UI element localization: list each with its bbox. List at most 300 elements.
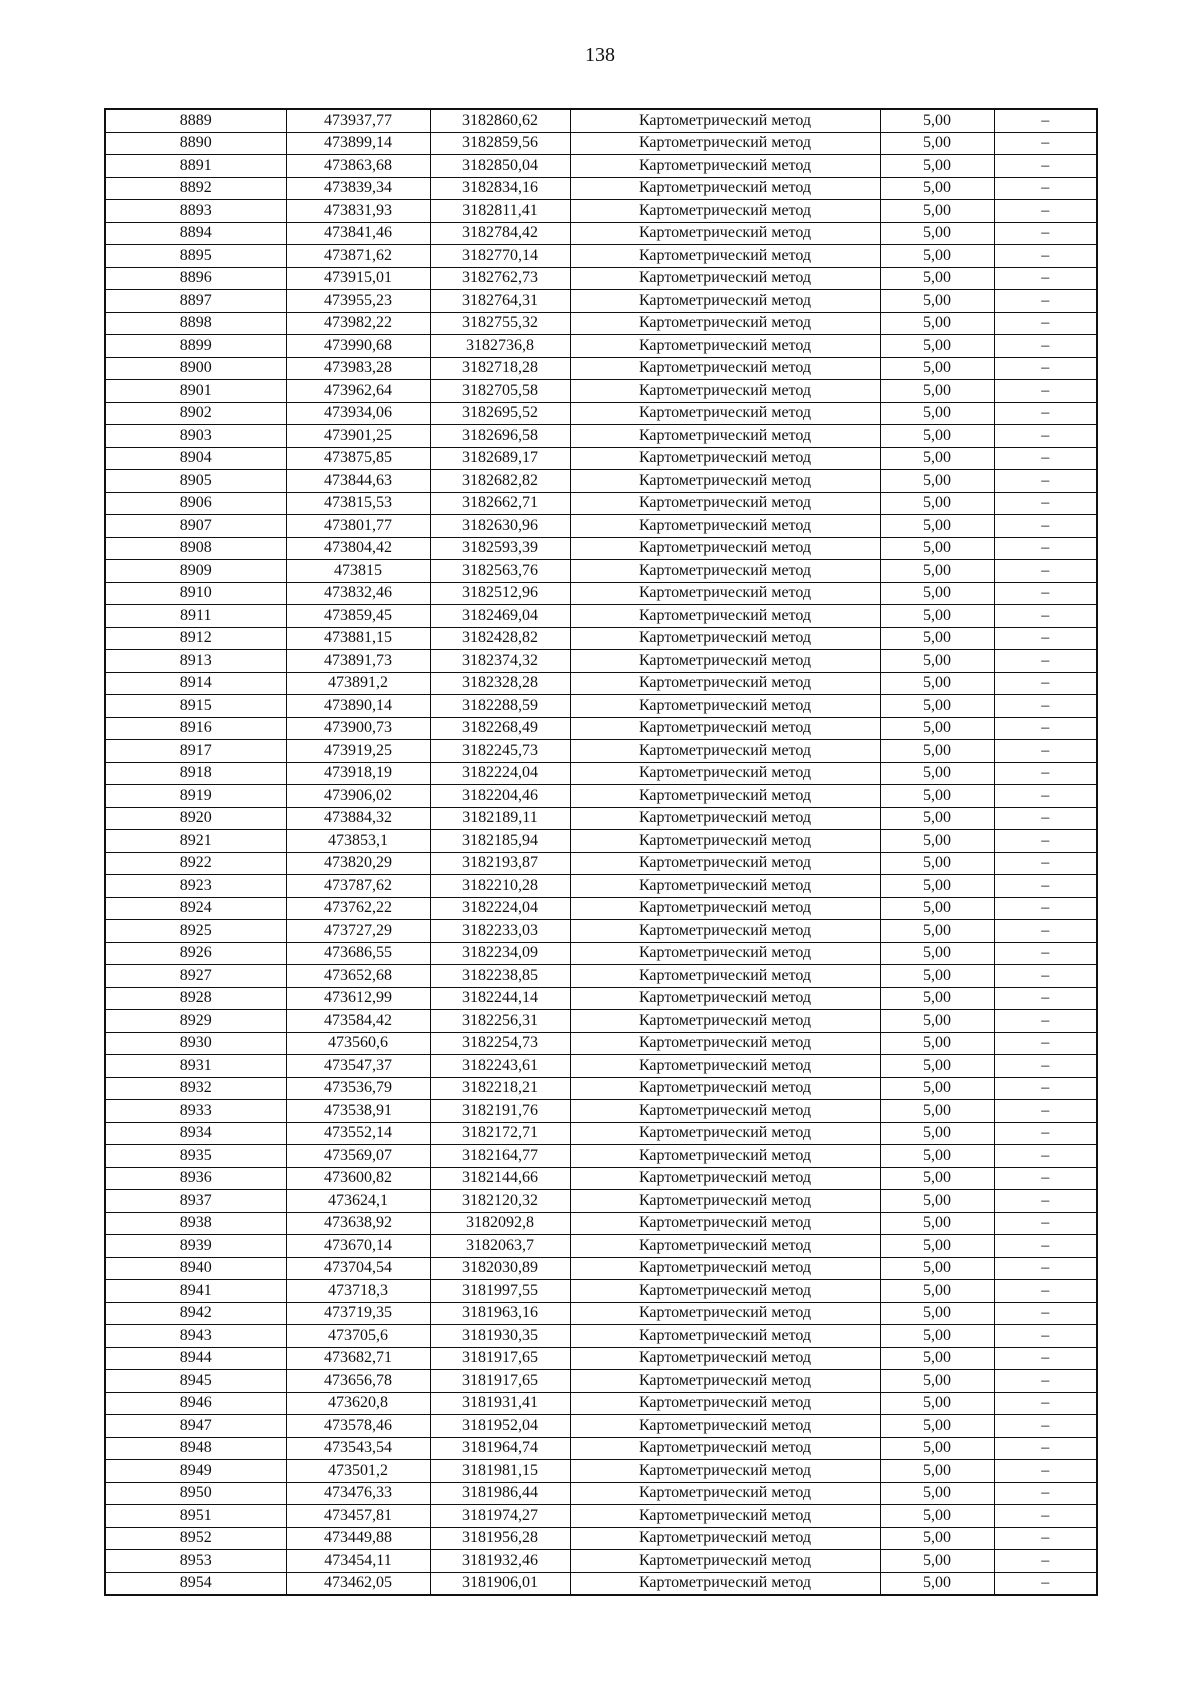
note-cell: – — [994, 762, 1097, 785]
y-coordinate-cell: 3182593,39 — [430, 537, 570, 560]
accuracy-cell: 5,00 — [880, 627, 994, 650]
note-cell: – — [994, 425, 1097, 448]
accuracy-cell: 5,00 — [880, 785, 994, 808]
point-number-cell: 8941 — [105, 1280, 286, 1303]
note-cell: – — [994, 1550, 1097, 1573]
note-cell: – — [994, 1212, 1097, 1235]
note-cell: – — [994, 965, 1097, 988]
method-cell: Картометрический метод — [570, 650, 880, 673]
x-coordinate-cell: 473718,3 — [286, 1280, 430, 1303]
x-coordinate-cell: 473831,93 — [286, 200, 430, 223]
point-number-cell: 8927 — [105, 965, 286, 988]
table-row — [105, 1437, 1097, 1460]
x-coordinate-cell: 473815,53 — [286, 492, 430, 515]
page-number: 138 — [585, 44, 615, 66]
y-coordinate-cell: 3181930,35 — [430, 1325, 570, 1348]
method-cell: Картометрический метод — [570, 1077, 880, 1100]
point-number-cell: 8907 — [105, 515, 286, 538]
accuracy-cell: 5,00 — [880, 965, 994, 988]
table-row — [105, 492, 1097, 515]
accuracy-cell: 5,00 — [880, 1392, 994, 1415]
x-coordinate-cell: 473584,42 — [286, 1010, 430, 1033]
accuracy-cell: 5,00 — [880, 109, 994, 132]
point-number-cell: 8923 — [105, 875, 286, 898]
x-coordinate-cell: 473906,02 — [286, 785, 430, 808]
note-cell: – — [994, 1437, 1097, 1460]
accuracy-cell: 5,00 — [880, 402, 994, 425]
y-coordinate-cell: 3181952,04 — [430, 1415, 570, 1438]
point-number-cell: 8919 — [105, 785, 286, 808]
method-cell: Картометрический метод — [570, 920, 880, 943]
method-cell: Картометрический метод — [570, 1392, 880, 1415]
x-coordinate-cell: 473915,01 — [286, 267, 430, 290]
y-coordinate-cell: 3182234,09 — [430, 942, 570, 965]
point-number-cell: 8954 — [105, 1572, 286, 1595]
x-coordinate-cell: 473955,23 — [286, 290, 430, 313]
table-row — [105, 582, 1097, 605]
accuracy-cell: 5,00 — [880, 1460, 994, 1483]
method-cell: Картометрический метод — [570, 1370, 880, 1393]
point-number-cell: 8952 — [105, 1527, 286, 1550]
y-coordinate-cell: 3182238,85 — [430, 965, 570, 988]
x-coordinate-cell: 473787,62 — [286, 875, 430, 898]
y-coordinate-cell: 3182189,11 — [430, 807, 570, 830]
accuracy-cell: 5,00 — [880, 852, 994, 875]
accuracy-cell: 5,00 — [880, 1415, 994, 1438]
x-coordinate-cell: 473919,25 — [286, 740, 430, 763]
note-cell: – — [994, 1235, 1097, 1258]
y-coordinate-cell: 3181981,15 — [430, 1460, 570, 1483]
accuracy-cell: 5,00 — [880, 1572, 994, 1595]
point-number-cell: 8940 — [105, 1257, 286, 1280]
point-number-cell: 8920 — [105, 807, 286, 830]
table-row — [105, 672, 1097, 695]
point-number-cell: 8905 — [105, 470, 286, 493]
y-coordinate-cell: 3182185,94 — [430, 830, 570, 853]
y-coordinate-cell: 3182218,21 — [430, 1077, 570, 1100]
method-cell: Картометрический метод — [570, 1145, 880, 1168]
y-coordinate-cell: 3182224,04 — [430, 897, 570, 920]
x-coordinate-cell: 473560,6 — [286, 1032, 430, 1055]
table-row — [105, 1550, 1097, 1573]
accuracy-cell: 5,00 — [880, 582, 994, 605]
y-coordinate-cell: 3182762,73 — [430, 267, 570, 290]
accuracy-cell: 5,00 — [880, 1077, 994, 1100]
point-number-cell: 8900 — [105, 357, 286, 380]
table-row — [105, 1302, 1097, 1325]
x-coordinate-cell: 473543,54 — [286, 1437, 430, 1460]
note-cell: – — [994, 1460, 1097, 1483]
method-cell: Картометрический метод — [570, 1100, 880, 1123]
y-coordinate-cell: 3182859,56 — [430, 132, 570, 155]
table-row — [105, 1145, 1097, 1168]
table-row — [105, 1100, 1097, 1123]
y-coordinate-cell: 3182563,76 — [430, 560, 570, 583]
x-coordinate-cell: 473705,6 — [286, 1325, 430, 1348]
method-cell: Картометрический метод — [570, 1212, 880, 1235]
table-row — [105, 605, 1097, 628]
y-coordinate-cell: 3182144,66 — [430, 1167, 570, 1190]
x-coordinate-cell: 473620,8 — [286, 1392, 430, 1415]
method-cell: Картометрический метод — [570, 1437, 880, 1460]
table-row — [105, 335, 1097, 358]
method-cell: Картометрический метод — [570, 942, 880, 965]
x-coordinate-cell: 473501,2 — [286, 1460, 430, 1483]
method-cell: Картометрический метод — [570, 875, 880, 898]
method-cell: Картометрический метод — [570, 1347, 880, 1370]
table-row — [105, 447, 1097, 470]
method-cell: Картометрический метод — [570, 312, 880, 335]
table-row — [105, 470, 1097, 493]
note-cell: – — [994, 1167, 1097, 1190]
accuracy-cell: 5,00 — [880, 357, 994, 380]
method-cell: Картометрический метод — [570, 1032, 880, 1055]
x-coordinate-cell: 473962,64 — [286, 380, 430, 403]
accuracy-cell: 5,00 — [880, 1212, 994, 1235]
point-number-cell: 8902 — [105, 402, 286, 425]
accuracy-cell: 5,00 — [880, 695, 994, 718]
note-cell: – — [994, 1077, 1097, 1100]
table-row — [105, 402, 1097, 425]
table-row — [105, 897, 1097, 920]
note-cell: – — [994, 447, 1097, 470]
y-coordinate-cell: 3182244,14 — [430, 987, 570, 1010]
x-coordinate-cell: 473815 — [286, 560, 430, 583]
point-number-cell: 8926 — [105, 942, 286, 965]
y-coordinate-cell: 3182850,04 — [430, 155, 570, 178]
y-coordinate-cell: 3182191,76 — [430, 1100, 570, 1123]
y-coordinate-cell: 3182755,32 — [430, 312, 570, 335]
note-cell: – — [994, 672, 1097, 695]
method-cell: Картометрический метод — [570, 560, 880, 583]
y-coordinate-cell: 3182469,04 — [430, 605, 570, 628]
accuracy-cell: 5,00 — [880, 1505, 994, 1528]
point-number-cell: 8915 — [105, 695, 286, 718]
x-coordinate-cell: 473719,35 — [286, 1302, 430, 1325]
y-coordinate-cell: 3181963,16 — [430, 1302, 570, 1325]
point-number-cell: 8939 — [105, 1235, 286, 1258]
point-number-cell: 8932 — [105, 1077, 286, 1100]
point-number-cell: 8930 — [105, 1032, 286, 1055]
table-row — [105, 1122, 1097, 1145]
method-cell: Картометрический метод — [570, 357, 880, 380]
note-cell: – — [994, 1302, 1097, 1325]
note-cell: – — [994, 1482, 1097, 1505]
method-cell: Картометрический метод — [570, 807, 880, 830]
y-coordinate-cell: 3182834,16 — [430, 177, 570, 200]
table-row — [105, 1055, 1097, 1078]
accuracy-cell: 5,00 — [880, 1235, 994, 1258]
x-coordinate-cell: 473990,68 — [286, 335, 430, 358]
note-cell: – — [994, 492, 1097, 515]
point-number-cell: 8921 — [105, 830, 286, 853]
x-coordinate-cell: 473844,63 — [286, 470, 430, 493]
table-row — [105, 380, 1097, 403]
note-cell: – — [994, 1100, 1097, 1123]
x-coordinate-cell: 473853,1 — [286, 830, 430, 853]
y-coordinate-cell: 3182736,8 — [430, 335, 570, 358]
accuracy-cell: 5,00 — [880, 605, 994, 628]
x-coordinate-cell: 473982,22 — [286, 312, 430, 335]
point-number-cell: 8933 — [105, 1100, 286, 1123]
table-row — [105, 1505, 1097, 1528]
note-cell: – — [994, 1572, 1097, 1595]
note-cell: – — [994, 830, 1097, 853]
accuracy-cell: 5,00 — [880, 942, 994, 965]
note-cell: – — [994, 1347, 1097, 1370]
table-row — [105, 830, 1097, 853]
note-cell: – — [994, 155, 1097, 178]
accuracy-cell: 5,00 — [880, 537, 994, 560]
method-cell: Картометрический метод — [570, 537, 880, 560]
accuracy-cell: 5,00 — [880, 762, 994, 785]
table-row — [105, 537, 1097, 560]
table-row — [105, 762, 1097, 785]
method-cell: Картометрический метод — [570, 1325, 880, 1348]
coordinates-table — [104, 108, 1098, 1596]
table-row — [105, 1415, 1097, 1438]
table-row — [105, 650, 1097, 673]
y-coordinate-cell: 3182696,58 — [430, 425, 570, 448]
table-row — [105, 109, 1097, 132]
table-row — [105, 695, 1097, 718]
note-cell: – — [994, 627, 1097, 650]
note-cell: – — [994, 852, 1097, 875]
point-number-cell: 8896 — [105, 267, 286, 290]
method-cell: Картометрический метод — [570, 672, 880, 695]
note-cell: – — [994, 1415, 1097, 1438]
table-row — [105, 1167, 1097, 1190]
table-row — [105, 222, 1097, 245]
point-number-cell: 8906 — [105, 492, 286, 515]
method-cell: Картометрический метод — [570, 1550, 880, 1573]
x-coordinate-cell: 473900,73 — [286, 717, 430, 740]
method-cell: Картометрический метод — [570, 965, 880, 988]
method-cell: Картометрический метод — [570, 1302, 880, 1325]
y-coordinate-cell: 3181906,01 — [430, 1572, 570, 1595]
x-coordinate-cell: 473569,07 — [286, 1145, 430, 1168]
x-coordinate-cell: 473901,25 — [286, 425, 430, 448]
point-number-cell: 8897 — [105, 290, 286, 313]
table-row — [105, 987, 1097, 1010]
method-cell: Картометрический метод — [570, 582, 880, 605]
point-number-cell: 8894 — [105, 222, 286, 245]
x-coordinate-cell: 473918,19 — [286, 762, 430, 785]
accuracy-cell: 5,00 — [880, 717, 994, 740]
x-coordinate-cell: 473871,62 — [286, 245, 430, 268]
x-coordinate-cell: 473863,68 — [286, 155, 430, 178]
y-coordinate-cell: 3182428,82 — [430, 627, 570, 650]
x-coordinate-cell: 473804,42 — [286, 537, 430, 560]
y-coordinate-cell: 3182512,96 — [430, 582, 570, 605]
table-row — [105, 807, 1097, 830]
note-cell: – — [994, 1325, 1097, 1348]
y-coordinate-cell: 3181956,28 — [430, 1527, 570, 1550]
x-coordinate-cell: 473884,32 — [286, 807, 430, 830]
x-coordinate-cell: 473600,82 — [286, 1167, 430, 1190]
x-coordinate-cell: 473670,14 — [286, 1235, 430, 1258]
accuracy-cell: 5,00 — [880, 425, 994, 448]
method-cell: Картометрический метод — [570, 830, 880, 853]
point-number-cell: 8893 — [105, 200, 286, 223]
y-coordinate-cell: 3182172,71 — [430, 1122, 570, 1145]
point-number-cell: 8903 — [105, 425, 286, 448]
accuracy-cell: 5,00 — [880, 1257, 994, 1280]
coordinates-table-body — [105, 109, 1097, 1595]
accuracy-cell: 5,00 — [880, 177, 994, 200]
y-coordinate-cell: 3182374,32 — [430, 650, 570, 673]
table-row — [105, 1032, 1097, 1055]
y-coordinate-cell: 3182254,73 — [430, 1032, 570, 1055]
y-coordinate-cell: 3182682,82 — [430, 470, 570, 493]
point-number-cell: 8928 — [105, 987, 286, 1010]
note-cell: – — [994, 582, 1097, 605]
y-coordinate-cell: 3182718,28 — [430, 357, 570, 380]
table-row — [105, 200, 1097, 223]
x-coordinate-cell: 473686,55 — [286, 942, 430, 965]
y-coordinate-cell: 3181974,27 — [430, 1505, 570, 1528]
y-coordinate-cell: 3181964,74 — [430, 1437, 570, 1460]
note-cell: – — [994, 942, 1097, 965]
y-coordinate-cell: 3182030,89 — [430, 1257, 570, 1280]
x-coordinate-cell: 473820,29 — [286, 852, 430, 875]
table-row — [105, 1347, 1097, 1370]
table-row — [105, 1280, 1097, 1303]
table-row — [105, 267, 1097, 290]
table-row — [105, 1460, 1097, 1483]
x-coordinate-cell: 473538,91 — [286, 1100, 430, 1123]
method-cell: Картометрический метод — [570, 447, 880, 470]
method-cell: Картометрический метод — [570, 515, 880, 538]
x-coordinate-cell: 473652,68 — [286, 965, 430, 988]
note-cell: – — [994, 1505, 1097, 1528]
note-cell: – — [994, 132, 1097, 155]
point-number-cell: 8898 — [105, 312, 286, 335]
y-coordinate-cell: 3182860,62 — [430, 109, 570, 132]
y-coordinate-cell: 3182288,59 — [430, 695, 570, 718]
method-cell: Картометрический метод — [570, 267, 880, 290]
accuracy-cell: 5,00 — [880, 560, 994, 583]
y-coordinate-cell: 3182063,7 — [430, 1235, 570, 1258]
point-number-cell: 8910 — [105, 582, 286, 605]
accuracy-cell: 5,00 — [880, 155, 994, 178]
table-row — [105, 560, 1097, 583]
y-coordinate-cell: 3182164,77 — [430, 1145, 570, 1168]
table-row — [105, 515, 1097, 538]
note-cell: – — [994, 290, 1097, 313]
point-number-cell: 8949 — [105, 1460, 286, 1483]
x-coordinate-cell: 473983,28 — [286, 357, 430, 380]
note-cell: – — [994, 1190, 1097, 1213]
method-cell: Картометрический метод — [570, 1280, 880, 1303]
method-cell: Картометрический метод — [570, 717, 880, 740]
y-coordinate-cell: 3182705,58 — [430, 380, 570, 403]
table-row — [105, 875, 1097, 898]
y-coordinate-cell: 3181917,65 — [430, 1347, 570, 1370]
y-coordinate-cell: 3182224,04 — [430, 762, 570, 785]
method-cell: Картометрический метод — [570, 109, 880, 132]
table-row — [105, 312, 1097, 335]
y-coordinate-cell: 3182204,46 — [430, 785, 570, 808]
note-cell: – — [994, 1122, 1097, 1145]
point-number-cell: 8895 — [105, 245, 286, 268]
method-cell: Картометрический метод — [570, 380, 880, 403]
table-row — [105, 1077, 1097, 1100]
method-cell: Картометрический метод — [570, 245, 880, 268]
table-row — [105, 717, 1097, 740]
accuracy-cell: 5,00 — [880, 897, 994, 920]
table-row — [105, 1257, 1097, 1280]
note-cell: – — [994, 380, 1097, 403]
accuracy-cell: 5,00 — [880, 672, 994, 695]
point-number-cell: 8917 — [105, 740, 286, 763]
accuracy-cell: 5,00 — [880, 245, 994, 268]
point-number-cell: 8918 — [105, 762, 286, 785]
point-number-cell: 8953 — [105, 1550, 286, 1573]
accuracy-cell: 5,00 — [880, 1032, 994, 1055]
method-cell: Картометрический метод — [570, 605, 880, 628]
method-cell: Картометрический метод — [570, 155, 880, 178]
y-coordinate-cell: 3182328,28 — [430, 672, 570, 695]
table-row — [105, 627, 1097, 650]
method-cell: Картометрический метод — [570, 695, 880, 718]
x-coordinate-cell: 473890,14 — [286, 695, 430, 718]
table-row — [105, 177, 1097, 200]
note-cell: – — [994, 537, 1097, 560]
table-row — [105, 920, 1097, 943]
accuracy-cell: 5,00 — [880, 987, 994, 1010]
accuracy-cell: 5,00 — [880, 1190, 994, 1213]
x-coordinate-cell: 473891,73 — [286, 650, 430, 673]
note-cell: – — [994, 650, 1097, 673]
point-number-cell: 8891 — [105, 155, 286, 178]
note-cell: – — [994, 109, 1097, 132]
method-cell: Картометрический метод — [570, 897, 880, 920]
x-coordinate-cell: 473727,29 — [286, 920, 430, 943]
point-number-cell: 8938 — [105, 1212, 286, 1235]
table-row — [105, 965, 1097, 988]
note-cell: – — [994, 1280, 1097, 1303]
y-coordinate-cell: 3181986,44 — [430, 1482, 570, 1505]
point-number-cell: 8937 — [105, 1190, 286, 1213]
note-cell: – — [994, 200, 1097, 223]
method-cell: Картометрический метод — [570, 132, 880, 155]
note-cell: – — [994, 1145, 1097, 1168]
accuracy-cell: 5,00 — [880, 1145, 994, 1168]
accuracy-cell: 5,00 — [880, 132, 994, 155]
table-row — [105, 942, 1097, 965]
table-row — [105, 785, 1097, 808]
point-number-cell: 8936 — [105, 1167, 286, 1190]
method-cell: Картометрический метод — [570, 222, 880, 245]
x-coordinate-cell: 473624,1 — [286, 1190, 430, 1213]
note-cell: – — [994, 875, 1097, 898]
x-coordinate-cell: 473449,88 — [286, 1527, 430, 1550]
x-coordinate-cell: 473881,15 — [286, 627, 430, 650]
y-coordinate-cell: 3182120,32 — [430, 1190, 570, 1213]
point-number-cell: 8911 — [105, 605, 286, 628]
method-cell: Картометрический метод — [570, 1415, 880, 1438]
note-cell: – — [994, 1257, 1097, 1280]
x-coordinate-cell: 473682,71 — [286, 1347, 430, 1370]
method-cell: Картометрический метод — [570, 335, 880, 358]
point-number-cell: 8899 — [105, 335, 286, 358]
method-cell: Картометрический метод — [570, 1257, 880, 1280]
accuracy-cell: 5,00 — [880, 830, 994, 853]
note-cell: – — [994, 920, 1097, 943]
method-cell: Картометрический метод — [570, 1460, 880, 1483]
point-number-cell: 8929 — [105, 1010, 286, 1033]
